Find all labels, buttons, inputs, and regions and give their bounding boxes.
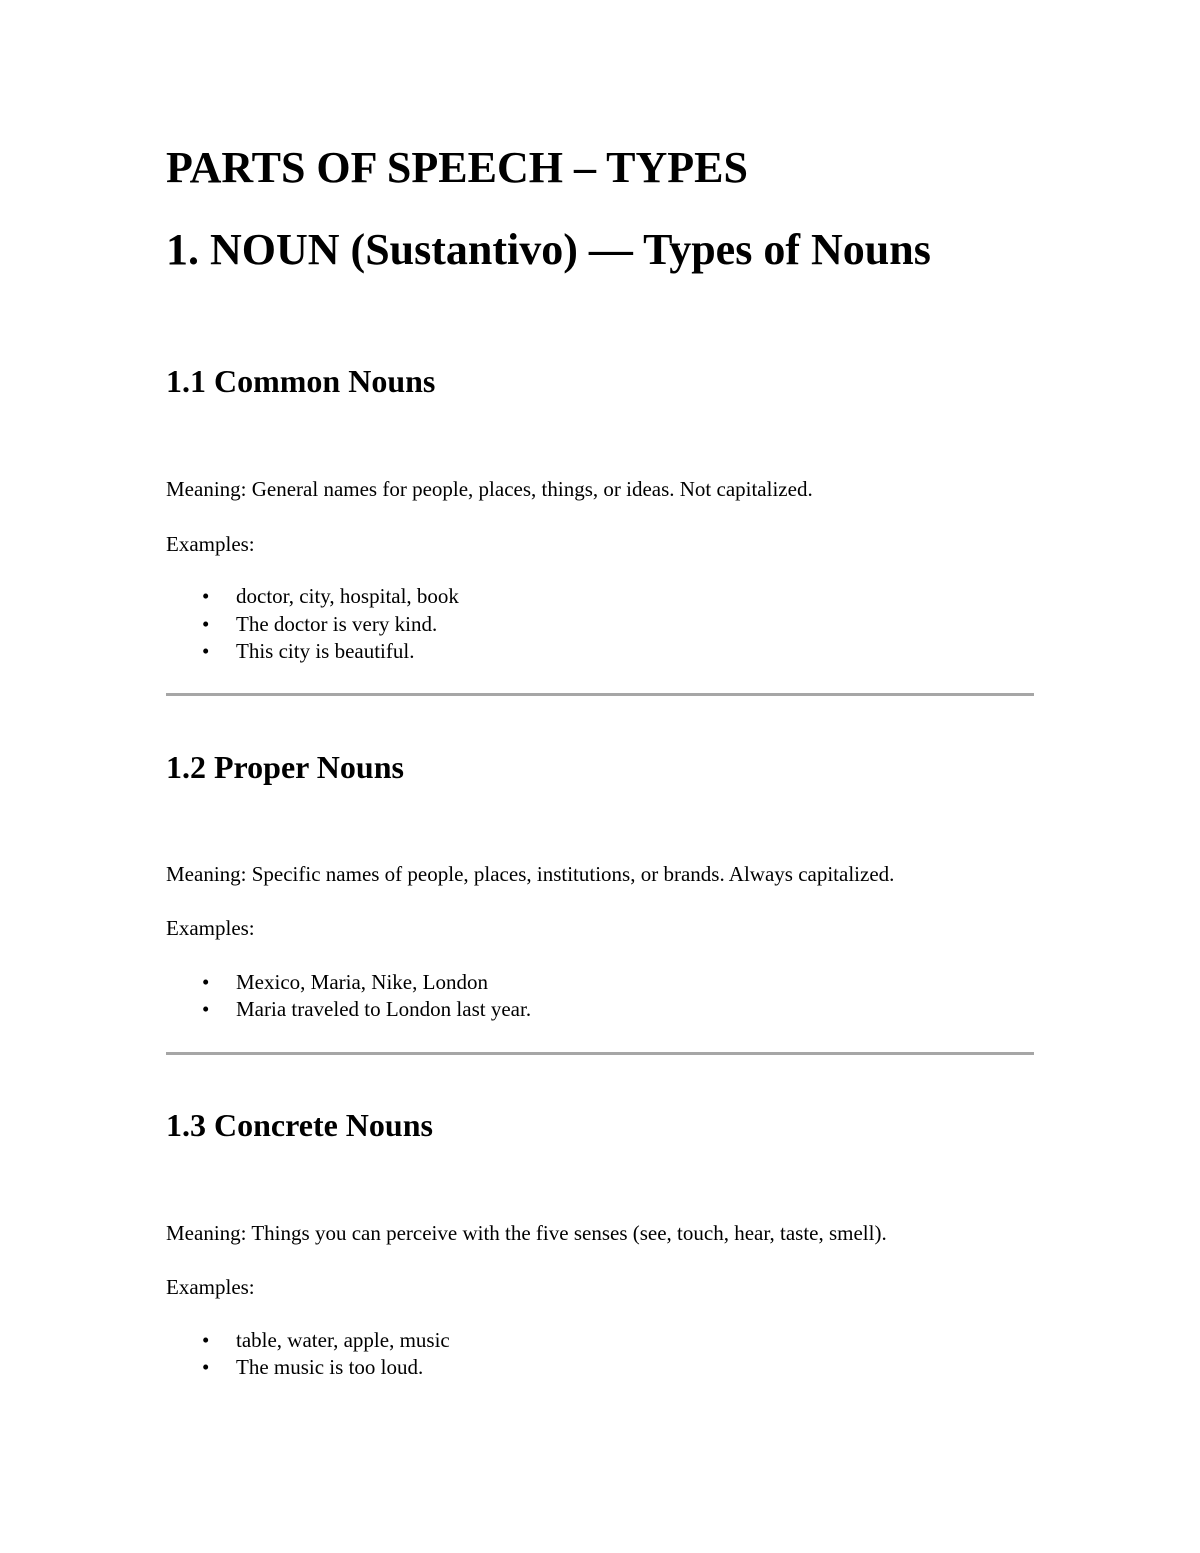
bullet-icon: • — [202, 997, 210, 1021]
document-subtitle: 1. NOUN (Sustantivo) — Types of Nouns — [166, 225, 931, 274]
example-text: Mexico, Maria, Nike, London — [236, 969, 488, 994]
example-text: doctor, city, hospital, book — [236, 584, 459, 608]
section-concrete-nouns — [166, 1105, 1034, 1382]
examples-label: Examples: — [166, 1274, 255, 1299]
section-heading: 1.1 Common Nouns — [166, 363, 436, 399]
section-common-nouns — [166, 361, 1034, 666]
document-content — [166, 138, 1034, 1382]
meaning-text: Meaning: General names for people, places, things, or ideas. Not capitalized. — [166, 477, 813, 501]
meaning-text: Meaning: Specific names of people, places, institutions, or brands. Always capitalized. — [166, 861, 895, 886]
example-text: The doctor is very kind. — [236, 611, 438, 636]
section-heading: 1.2 Proper Nouns — [166, 748, 404, 785]
document-title: PARTS OF SPEECH – TYPES — [166, 143, 748, 192]
examples-label: Examples: — [166, 532, 255, 556]
bullet-icon: • — [202, 969, 210, 994]
list-item — [166, 583, 1034, 611]
bullet-icon: • — [202, 1327, 210, 1352]
list-item — [166, 638, 1034, 666]
section-proper-nouns — [166, 747, 1034, 1024]
example-text: This city is beautiful. — [236, 639, 415, 663]
example-text: The music is too loud. — [236, 1355, 424, 1379]
section-heading: 1.3 Concrete Nouns — [166, 1106, 433, 1143]
bullet-icon: • — [202, 584, 210, 608]
list-item — [166, 1327, 1034, 1355]
bullet-icon: • — [202, 611, 210, 636]
examples-list — [166, 1327, 1034, 1382]
examples-list — [166, 583, 1034, 666]
list-item — [166, 969, 1034, 997]
examples-label: Examples: — [166, 915, 255, 940]
section-divider — [166, 1052, 1034, 1055]
meaning-text: Meaning: Things you can perceive with the five senses (see, touch, hear, taste, smell). — [166, 1220, 887, 1245]
bullet-icon: • — [202, 639, 210, 663]
list-item — [166, 1354, 1034, 1382]
list-item — [166, 996, 1034, 1024]
list-item — [166, 611, 1034, 639]
example-text: Maria traveled to London last year. — [236, 997, 532, 1021]
bullet-icon: • — [202, 1355, 210, 1379]
examples-list — [166, 969, 1034, 1024]
example-text: table, water, apple, music — [236, 1327, 450, 1352]
section-divider — [166, 693, 1034, 696]
